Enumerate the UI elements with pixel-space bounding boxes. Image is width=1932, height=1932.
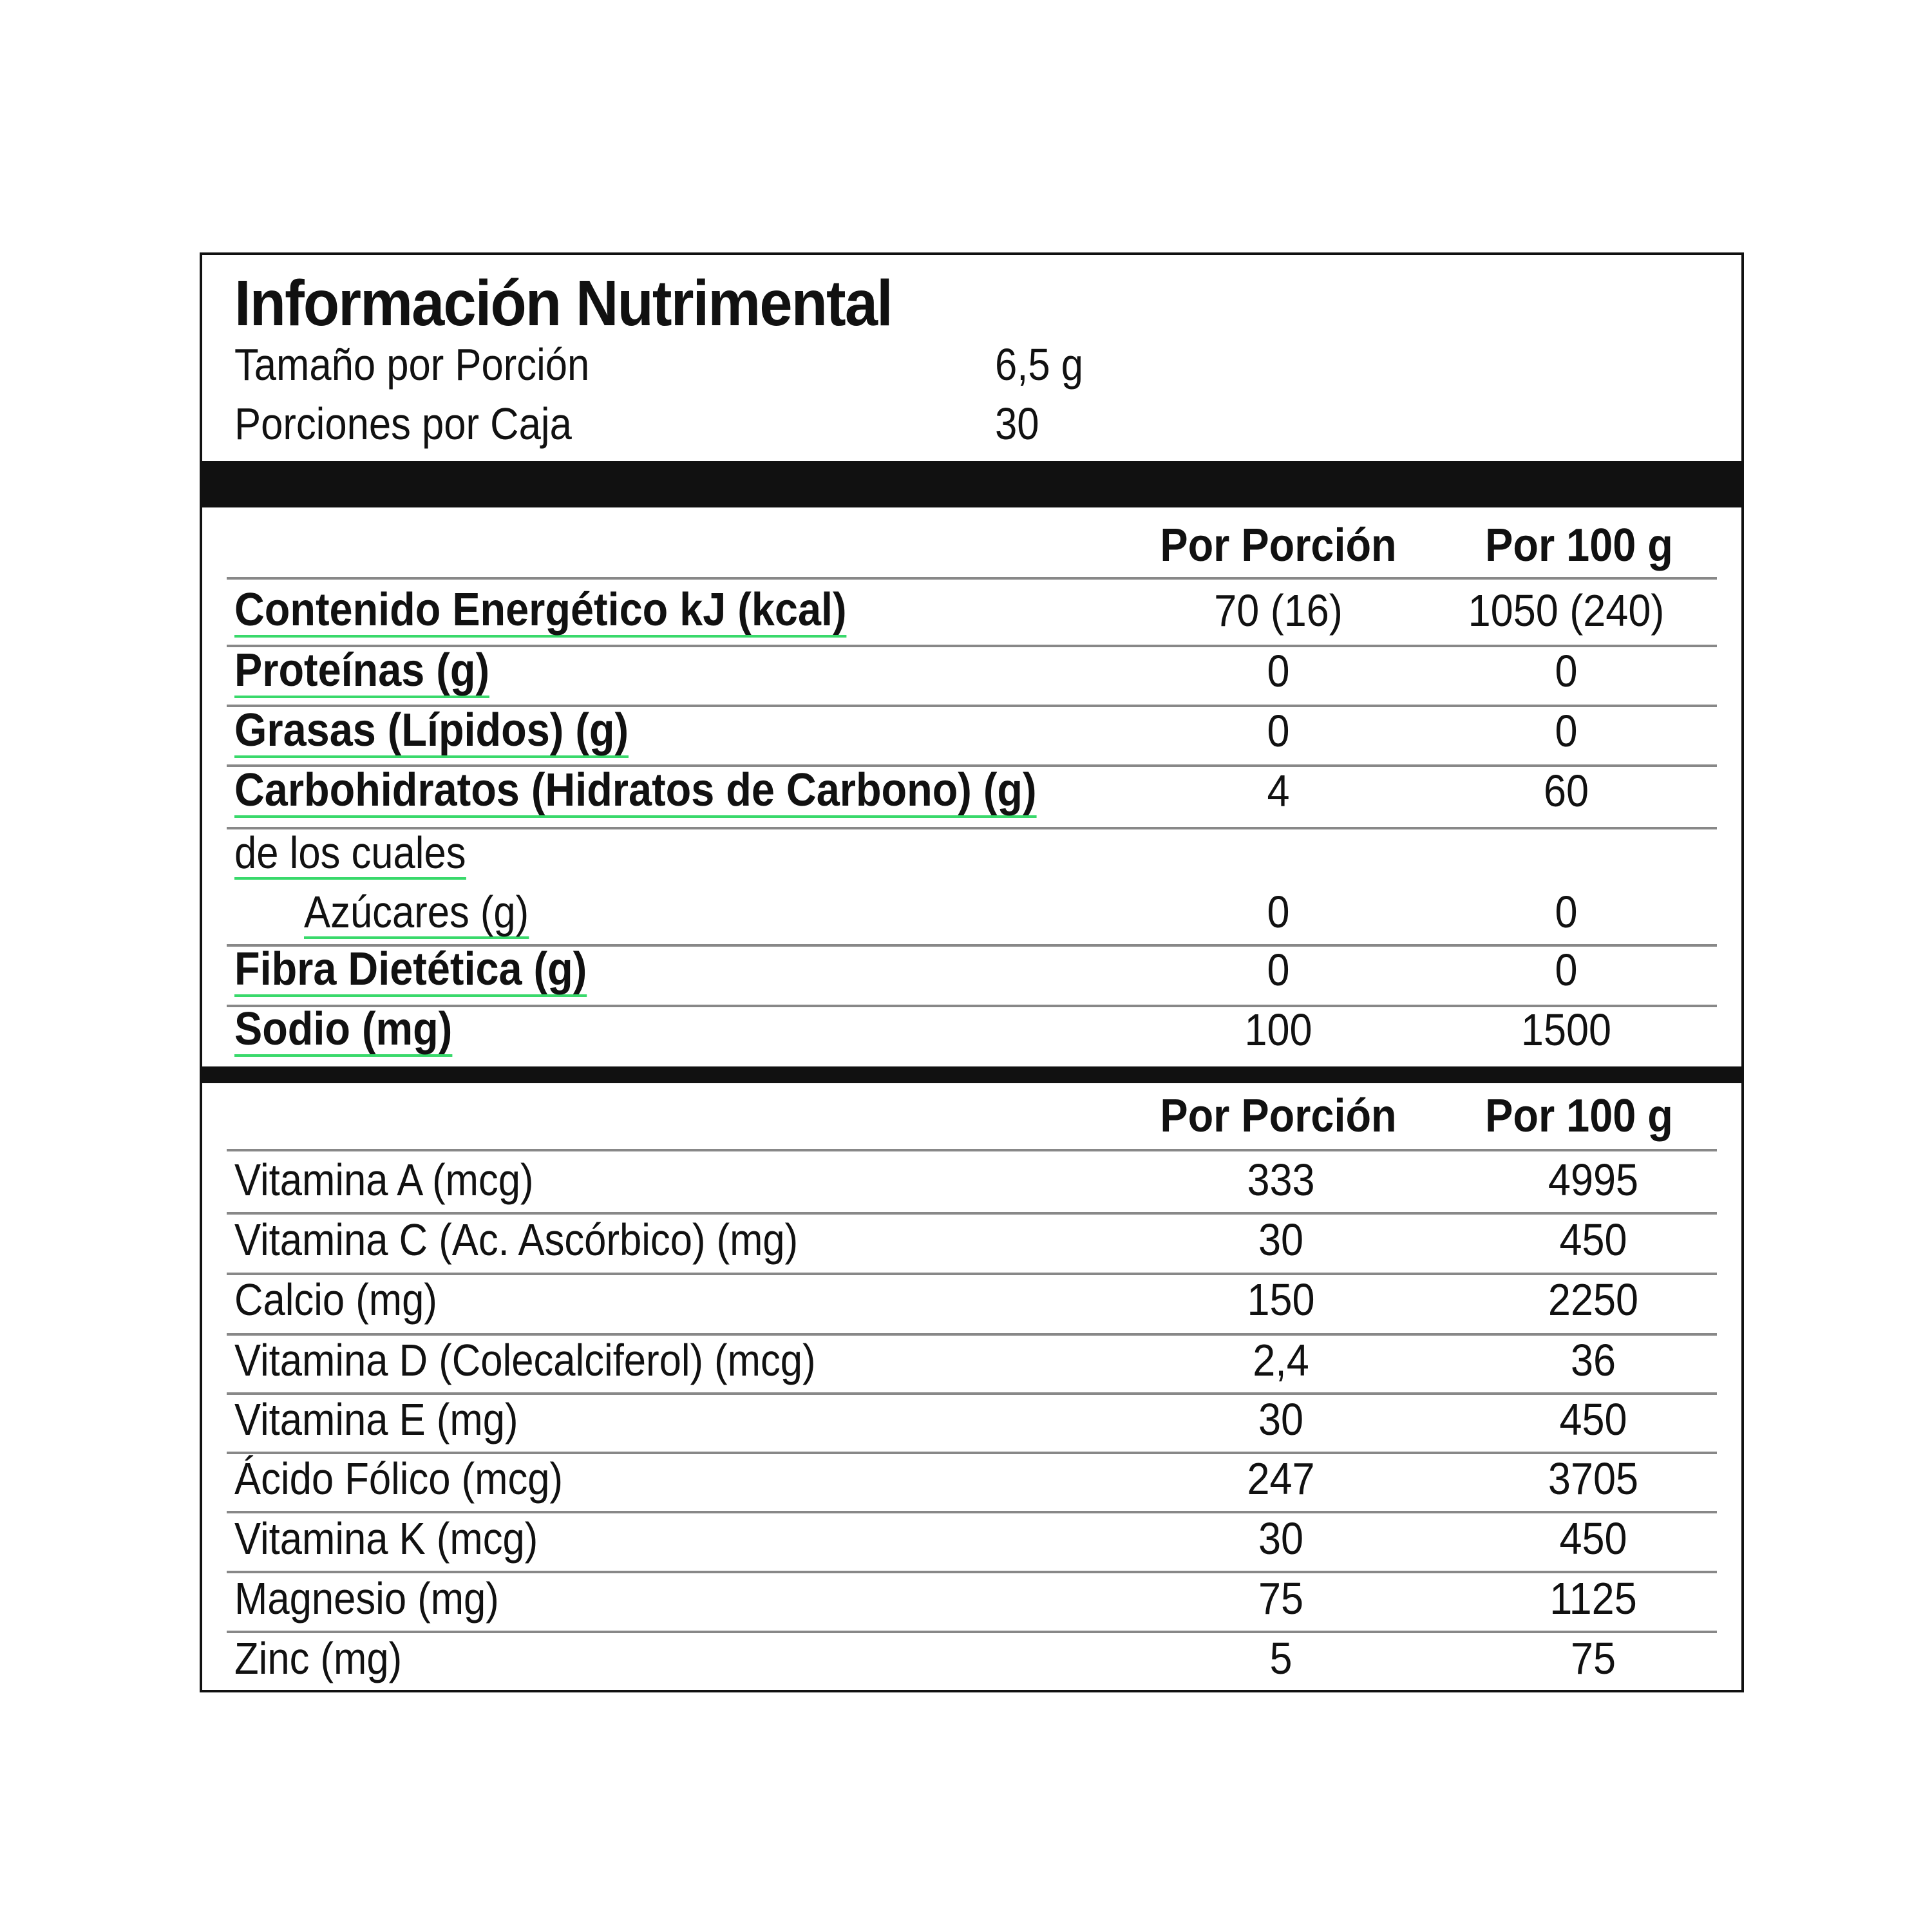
macro-per-serving: 0 [1267,646,1290,696]
thick-divider-top [202,461,1741,507]
vitamin-per-serving: 30 [1258,1394,1304,1444]
macro-per-100g: 1050 (240) [1468,585,1665,636]
vitamin-per-100g: 1125 [1549,1573,1637,1624]
macro-label: Grasas (Lípidos) (g) [234,704,629,758]
vitamin-label: Zinc (mg) [234,1633,402,1683]
servings-label: Porciones por Caja [234,399,572,449]
macro-label: Contenido Energético kJ (kcal) [234,583,847,638]
vitamin-per-serving: 247 [1247,1454,1315,1504]
macro-label: Fibra Dietética (g) [234,943,587,997]
col-head-per-serving-2: Por Porción [1160,1090,1397,1142]
rule [227,577,1717,580]
vitamin-per-100g: 450 [1559,1513,1627,1564]
macro-label: Sodio (mg) [234,1003,452,1057]
col-head-per-100g-2: Por 100 g [1485,1090,1673,1142]
macro-per-serving: 0 [1267,887,1290,937]
macro-per-100g: 1500 [1520,1005,1612,1055]
vitamin-label: Calcio (mg) [234,1274,437,1325]
serving-size-value: 6,5 g [994,339,1083,390]
macro-label: de los cuales [234,827,466,880]
vitamin-label: Ácido Fólico (mcg) [234,1454,564,1504]
macro-per-serving: 4 [1267,766,1290,816]
nutrition-label [200,252,1744,1692]
vitamin-label: Vitamina K (mcg) [234,1513,538,1564]
vitamin-per-serving: 30 [1258,1513,1304,1564]
vitamin-per-serving: 75 [1258,1573,1304,1624]
vitamin-per-serving: 333 [1247,1155,1315,1205]
vitamin-label: Vitamina A (mcg) [234,1155,534,1205]
vitamin-per-100g: 450 [1559,1394,1627,1444]
vitamin-per-serving: 30 [1258,1215,1304,1265]
macro-per-serving: 70 (16) [1214,585,1343,636]
macro-label-sub: Azúcares (g) [304,886,529,939]
macro-label: Carbohidratos (Hidratos de Carbono) (g) [234,764,1037,818]
vitamin-per-100g: 75 [1570,1633,1616,1683]
vitamin-per-100g: 4995 [1548,1155,1639,1205]
macro-per-serving: 100 [1244,1005,1312,1055]
rule [227,1149,1717,1151]
vitamin-per-100g: 3705 [1548,1454,1639,1504]
macro-per-100g: 0 [1555,887,1578,937]
col-head-per-100g: Por 100 g [1485,520,1673,571]
vitamin-per-100g: 36 [1570,1335,1616,1385]
vitamin-per-100g: 450 [1559,1215,1627,1265]
vitamin-label: Vitamina D (Colecalciferol) (mcg) [234,1335,816,1385]
macro-per-100g: 0 [1555,945,1578,995]
macro-per-100g: 0 [1555,706,1578,756]
serving-size-row [234,339,1083,390]
macro-per-serving: 0 [1267,706,1290,756]
rule [227,1273,1717,1275]
label-title: Información Nutrimental [234,267,892,339]
macro-label: Proteínas (g) [234,644,489,698]
vitamin-per-serving: 150 [1247,1274,1315,1325]
macro-per-100g: 0 [1555,646,1578,696]
vitamin-label: Magnesio (mg) [234,1573,499,1624]
thick-divider-middle [202,1066,1741,1083]
macro-per-100g: 60 [1543,766,1589,816]
col-head-per-serving: Por Porción [1160,520,1397,571]
serving-size-label: Tamaño por Porción [234,339,590,390]
macro-per-serving: 0 [1267,945,1290,995]
vitamin-label: Vitamina C (Ac. Ascórbico) (mg) [234,1215,799,1265]
rule [227,1631,1717,1633]
vitamin-per-serving: 2,4 [1253,1335,1309,1385]
vitamin-per-serving: 5 [1269,1633,1293,1683]
vitamin-label: Vitamina E (mg) [234,1394,518,1444]
servings-value: 30 [994,399,1039,449]
vitamin-per-100g: 2250 [1548,1274,1639,1325]
servings-row [234,398,1039,450]
